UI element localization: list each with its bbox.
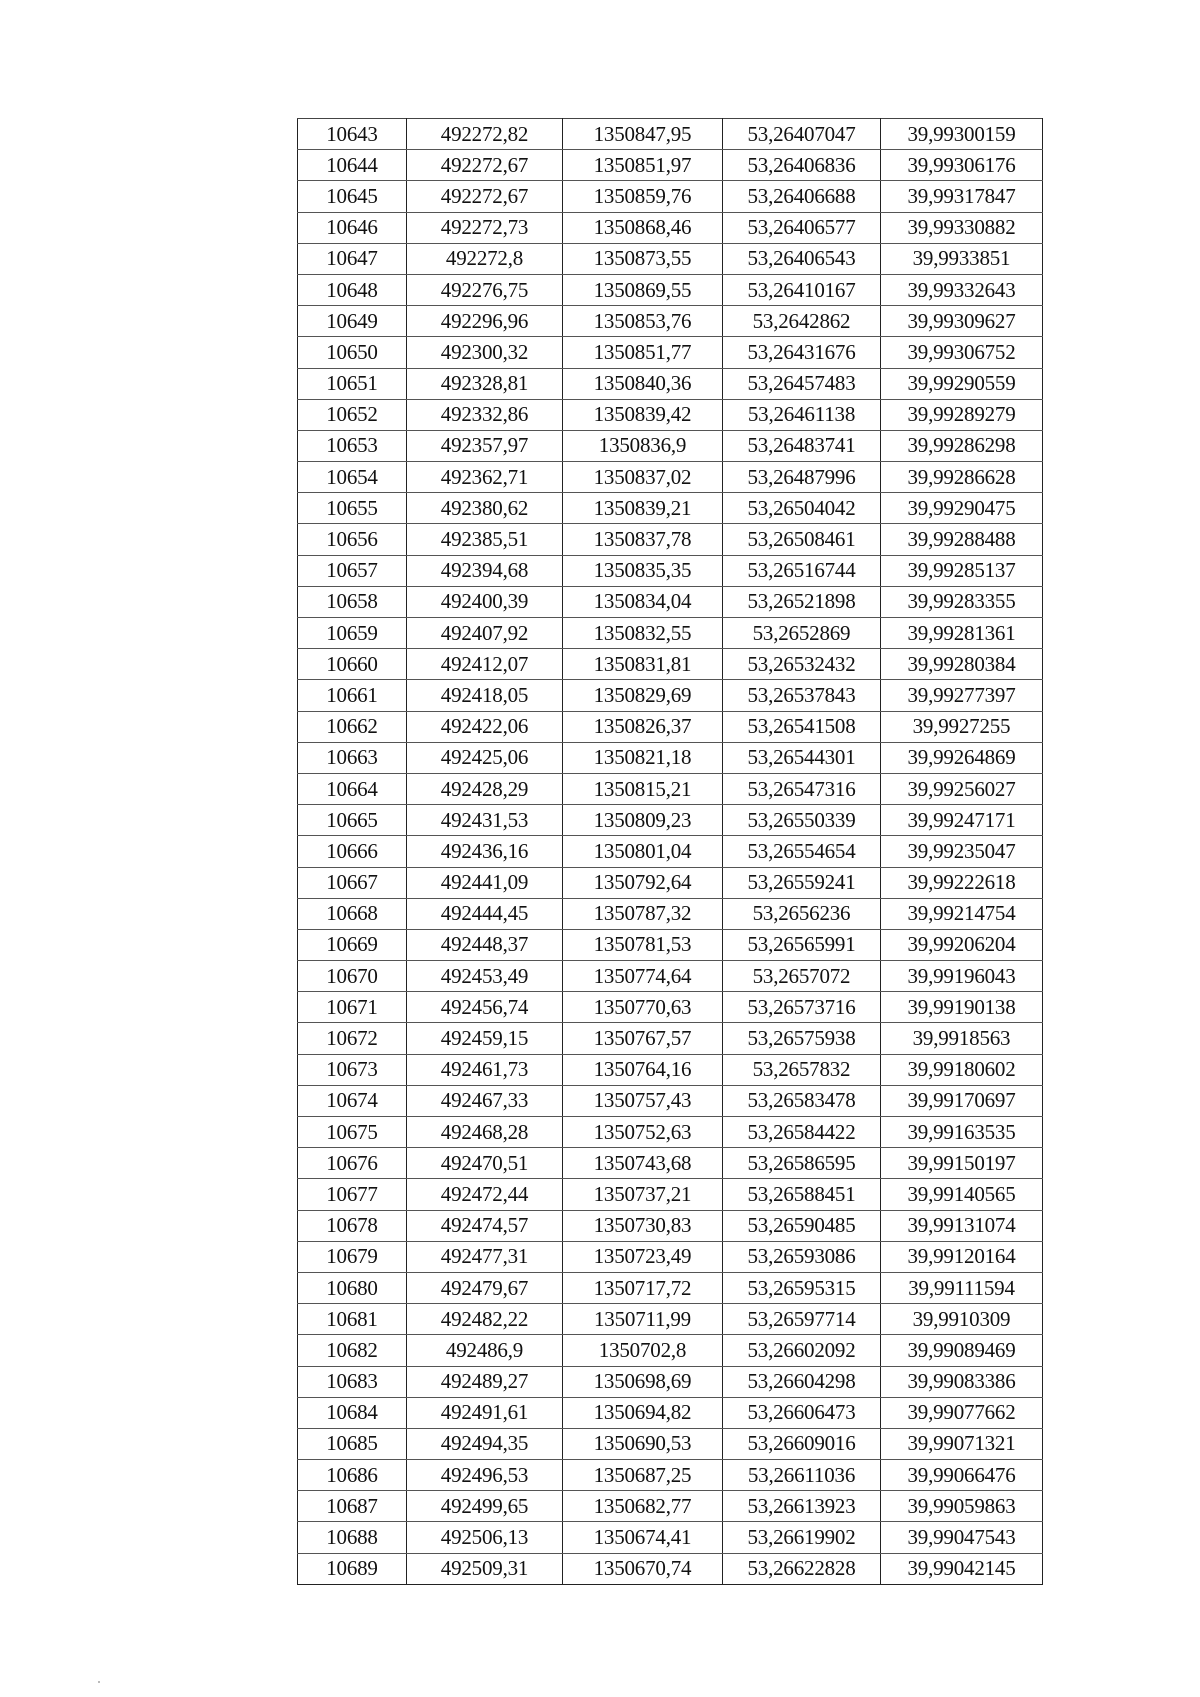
latitude-cell: 53,26537843 (723, 680, 881, 711)
point-number-cell: 10674 (298, 1085, 407, 1116)
x-coordinate-cell: 492425,06 (407, 742, 563, 773)
point-number-cell: 10652 (298, 399, 407, 430)
x-coordinate-cell: 492407,92 (407, 618, 563, 649)
point-number-cell: 10685 (298, 1428, 407, 1459)
point-number-cell: 10647 (298, 243, 407, 274)
latitude-cell: 53,26521898 (723, 586, 881, 617)
x-coordinate-cell: 492431,53 (407, 805, 563, 836)
latitude-cell: 53,26544301 (723, 742, 881, 773)
y-coordinate-cell: 1350809,23 (563, 805, 723, 836)
longitude-cell: 39,9927255 (881, 711, 1043, 742)
y-coordinate-cell: 1350837,02 (563, 462, 723, 493)
latitude-cell: 53,26565991 (723, 929, 881, 960)
latitude-cell: 53,26407047 (723, 119, 881, 150)
point-number-cell: 10678 (298, 1210, 407, 1241)
table-row (298, 742, 1043, 773)
table-row (298, 898, 1043, 929)
y-coordinate-cell: 1350868,46 (563, 212, 723, 243)
longitude-cell: 39,99077662 (881, 1397, 1043, 1428)
latitude-cell: 53,26550339 (723, 805, 881, 836)
x-coordinate-cell: 492394,68 (407, 555, 563, 586)
x-coordinate-cell: 492362,71 (407, 462, 563, 493)
point-number-cell: 10657 (298, 555, 407, 586)
longitude-cell: 39,99235047 (881, 836, 1043, 867)
longitude-cell: 39,9918563 (881, 1023, 1043, 1054)
table-row (298, 337, 1043, 368)
table-row (298, 524, 1043, 555)
longitude-cell: 39,99280384 (881, 649, 1043, 680)
y-coordinate-cell: 1350815,21 (563, 773, 723, 804)
table-row (298, 368, 1043, 399)
x-coordinate-cell: 492272,67 (407, 150, 563, 181)
longitude-cell: 39,99163535 (881, 1117, 1043, 1148)
table-row (298, 212, 1043, 243)
x-coordinate-cell: 492453,49 (407, 961, 563, 992)
latitude-cell: 53,26575938 (723, 1023, 881, 1054)
longitude-cell: 39,99317847 (881, 181, 1043, 212)
latitude-cell: 53,2656236 (723, 898, 881, 929)
longitude-cell: 39,99196043 (881, 961, 1043, 992)
point-number-cell: 10651 (298, 368, 407, 399)
point-number-cell: 10646 (298, 212, 407, 243)
table-row (298, 1117, 1043, 1148)
y-coordinate-cell: 1350853,76 (563, 306, 723, 337)
latitude-cell: 53,26406688 (723, 181, 881, 212)
longitude-cell: 39,99264869 (881, 742, 1043, 773)
coordinates-table (297, 118, 1043, 1585)
table-row (298, 1428, 1043, 1459)
point-number-cell: 10682 (298, 1335, 407, 1366)
longitude-cell: 39,99277397 (881, 680, 1043, 711)
point-number-cell: 10667 (298, 867, 407, 898)
point-number-cell: 10666 (298, 836, 407, 867)
x-coordinate-cell: 492467,33 (407, 1085, 563, 1116)
y-coordinate-cell: 1350687,25 (563, 1460, 723, 1491)
y-coordinate-cell: 1350674,41 (563, 1522, 723, 1553)
latitude-cell: 53,2642862 (723, 306, 881, 337)
latitude-cell: 53,26586595 (723, 1148, 881, 1179)
table-row (298, 929, 1043, 960)
latitude-cell: 53,26559241 (723, 867, 881, 898)
y-coordinate-cell: 1350682,77 (563, 1491, 723, 1522)
longitude-cell: 39,99222618 (881, 867, 1043, 898)
table-row (298, 992, 1043, 1023)
longitude-cell: 39,99283355 (881, 586, 1043, 617)
point-number-cell: 10683 (298, 1366, 407, 1397)
x-coordinate-cell: 492400,39 (407, 586, 563, 617)
y-coordinate-cell: 1350670,74 (563, 1553, 723, 1584)
latitude-cell: 53,26483741 (723, 430, 881, 461)
y-coordinate-cell: 1350702,8 (563, 1335, 723, 1366)
x-coordinate-cell: 492272,73 (407, 212, 563, 243)
longitude-cell: 39,99206204 (881, 929, 1043, 960)
longitude-cell: 39,99170697 (881, 1085, 1043, 1116)
table-row (298, 1148, 1043, 1179)
latitude-cell: 53,26584422 (723, 1117, 881, 1148)
point-number-cell: 10662 (298, 711, 407, 742)
latitude-cell: 53,26487996 (723, 462, 881, 493)
y-coordinate-cell: 1350730,83 (563, 1210, 723, 1241)
table-row (298, 119, 1043, 150)
latitude-cell: 53,26431676 (723, 337, 881, 368)
x-coordinate-cell: 492272,67 (407, 181, 563, 212)
longitude-cell: 39,99150197 (881, 1148, 1043, 1179)
latitude-cell: 53,26532432 (723, 649, 881, 680)
table-row (298, 649, 1043, 680)
x-coordinate-cell: 492482,22 (407, 1304, 563, 1335)
point-number-cell: 10664 (298, 773, 407, 804)
point-number-cell: 10672 (298, 1023, 407, 1054)
x-coordinate-cell: 492296,96 (407, 306, 563, 337)
table-row (298, 961, 1043, 992)
point-number-cell: 10675 (298, 1117, 407, 1148)
table-row (298, 618, 1043, 649)
x-coordinate-cell: 492506,13 (407, 1522, 563, 1553)
latitude-cell: 53,26461138 (723, 399, 881, 430)
y-coordinate-cell: 1350859,76 (563, 181, 723, 212)
point-number-cell: 10644 (298, 150, 407, 181)
table-row (298, 1335, 1043, 1366)
point-number-cell: 10653 (298, 430, 407, 461)
longitude-cell: 39,99332643 (881, 274, 1043, 305)
longitude-cell: 39,99066476 (881, 1460, 1043, 1491)
x-coordinate-cell: 492499,65 (407, 1491, 563, 1522)
y-coordinate-cell: 1350839,42 (563, 399, 723, 430)
latitude-cell: 53,26588451 (723, 1179, 881, 1210)
table-row (298, 1210, 1043, 1241)
longitude-cell: 39,99309627 (881, 306, 1043, 337)
longitude-cell: 39,99083386 (881, 1366, 1043, 1397)
latitude-cell: 53,26583478 (723, 1085, 881, 1116)
latitude-cell: 53,26410167 (723, 274, 881, 305)
y-coordinate-cell: 1350770,63 (563, 992, 723, 1023)
point-number-cell: 10665 (298, 805, 407, 836)
table-row (298, 555, 1043, 586)
longitude-cell: 39,99330882 (881, 212, 1043, 243)
longitude-cell: 39,99059863 (881, 1491, 1043, 1522)
longitude-cell: 39,99290475 (881, 493, 1043, 524)
x-coordinate-cell: 492328,81 (407, 368, 563, 399)
latitude-cell: 53,26613923 (723, 1491, 881, 1522)
latitude-cell: 53,26573716 (723, 992, 881, 1023)
table-row (298, 773, 1043, 804)
table-row (298, 711, 1043, 742)
point-number-cell: 10661 (298, 680, 407, 711)
table-row (298, 462, 1043, 493)
table-row (298, 1023, 1043, 1054)
longitude-cell: 39,99071321 (881, 1428, 1043, 1459)
x-coordinate-cell: 492474,57 (407, 1210, 563, 1241)
table-row (298, 181, 1043, 212)
x-coordinate-cell: 492489,27 (407, 1366, 563, 1397)
table-row (298, 1491, 1043, 1522)
point-number-cell: 10659 (298, 618, 407, 649)
latitude-cell: 53,26602092 (723, 1335, 881, 1366)
longitude-cell: 39,99290559 (881, 368, 1043, 399)
x-coordinate-cell: 492412,07 (407, 649, 563, 680)
point-number-cell: 10684 (298, 1397, 407, 1428)
latitude-cell: 53,26619902 (723, 1522, 881, 1553)
table-row (298, 493, 1043, 524)
longitude-cell: 39,99286628 (881, 462, 1043, 493)
longitude-cell: 39,99281361 (881, 618, 1043, 649)
latitude-cell: 53,2652869 (723, 618, 881, 649)
y-coordinate-cell: 1350717,72 (563, 1272, 723, 1303)
point-number-cell: 10688 (298, 1522, 407, 1553)
x-coordinate-cell: 492385,51 (407, 524, 563, 555)
x-coordinate-cell: 492509,31 (407, 1553, 563, 1584)
latitude-cell: 53,26504042 (723, 493, 881, 524)
longitude-cell: 39,99214754 (881, 898, 1043, 929)
x-coordinate-cell: 492428,29 (407, 773, 563, 804)
y-coordinate-cell: 1350851,77 (563, 337, 723, 368)
table-row (298, 1522, 1043, 1553)
x-coordinate-cell: 492272,82 (407, 119, 563, 150)
longitude-cell: 39,99306752 (881, 337, 1043, 368)
y-coordinate-cell: 1350832,55 (563, 618, 723, 649)
longitude-cell: 39,9910309 (881, 1304, 1043, 1335)
point-number-cell: 10686 (298, 1460, 407, 1491)
table-row (298, 1397, 1043, 1428)
y-coordinate-cell: 1350837,78 (563, 524, 723, 555)
longitude-cell: 39,9933851 (881, 243, 1043, 274)
point-number-cell: 10679 (298, 1241, 407, 1272)
point-number-cell: 10669 (298, 929, 407, 960)
latitude-cell: 53,26611036 (723, 1460, 881, 1491)
point-number-cell: 10689 (298, 1553, 407, 1584)
longitude-cell: 39,99256027 (881, 773, 1043, 804)
latitude-cell: 53,26547316 (723, 773, 881, 804)
longitude-cell: 39,99120164 (881, 1241, 1043, 1272)
point-number-cell: 10681 (298, 1304, 407, 1335)
x-coordinate-cell: 492276,75 (407, 274, 563, 305)
point-number-cell: 10654 (298, 462, 407, 493)
table-row (298, 1553, 1043, 1584)
latitude-cell: 53,26609016 (723, 1428, 881, 1459)
latitude-cell: 53,26406836 (723, 150, 881, 181)
x-coordinate-cell: 492357,97 (407, 430, 563, 461)
latitude-cell: 53,26622828 (723, 1553, 881, 1584)
y-coordinate-cell: 1350694,82 (563, 1397, 723, 1428)
y-coordinate-cell: 1350752,63 (563, 1117, 723, 1148)
table-row (298, 243, 1043, 274)
y-coordinate-cell: 1350801,04 (563, 836, 723, 867)
longitude-cell: 39,99306176 (881, 150, 1043, 181)
y-coordinate-cell: 1350840,36 (563, 368, 723, 399)
coordinates-table-body (298, 119, 1043, 1585)
point-number-cell: 10676 (298, 1148, 407, 1179)
longitude-cell: 39,99180602 (881, 1054, 1043, 1085)
y-coordinate-cell: 1350839,21 (563, 493, 723, 524)
longitude-cell: 39,99289279 (881, 399, 1043, 430)
latitude-cell: 53,26406543 (723, 243, 881, 274)
point-number-cell: 10687 (298, 1491, 407, 1522)
x-coordinate-cell: 492272,8 (407, 243, 563, 274)
x-coordinate-cell: 492479,67 (407, 1272, 563, 1303)
x-coordinate-cell: 492436,16 (407, 836, 563, 867)
point-number-cell: 10663 (298, 742, 407, 773)
y-coordinate-cell: 1350829,69 (563, 680, 723, 711)
table-row (298, 1304, 1043, 1335)
x-coordinate-cell: 492472,44 (407, 1179, 563, 1210)
y-coordinate-cell: 1350836,9 (563, 430, 723, 461)
point-number-cell: 10645 (298, 181, 407, 212)
x-coordinate-cell: 492477,31 (407, 1241, 563, 1272)
point-number-cell: 10655 (298, 493, 407, 524)
x-coordinate-cell: 492441,09 (407, 867, 563, 898)
latitude-cell: 53,2657072 (723, 961, 881, 992)
y-coordinate-cell: 1350835,35 (563, 555, 723, 586)
table-row (298, 399, 1043, 430)
y-coordinate-cell: 1350711,99 (563, 1304, 723, 1335)
table-row (298, 1460, 1043, 1491)
table-row (298, 836, 1043, 867)
longitude-cell: 39,99300159 (881, 119, 1043, 150)
y-coordinate-cell: 1350831,81 (563, 649, 723, 680)
table-row (298, 1272, 1043, 1303)
point-number-cell: 10660 (298, 649, 407, 680)
x-coordinate-cell: 492444,45 (407, 898, 563, 929)
longitude-cell: 39,99047543 (881, 1522, 1043, 1553)
point-number-cell: 10656 (298, 524, 407, 555)
table-row (298, 1085, 1043, 1116)
longitude-cell: 39,99131074 (881, 1210, 1043, 1241)
longitude-cell: 39,99042145 (881, 1553, 1043, 1584)
y-coordinate-cell: 1350781,53 (563, 929, 723, 960)
y-coordinate-cell: 1350869,55 (563, 274, 723, 305)
table-row (298, 586, 1043, 617)
y-coordinate-cell: 1350737,21 (563, 1179, 723, 1210)
latitude-cell: 53,26604298 (723, 1366, 881, 1397)
latitude-cell: 53,26593086 (723, 1241, 881, 1272)
latitude-cell: 53,2657832 (723, 1054, 881, 1085)
longitude-cell: 39,99111594 (881, 1272, 1043, 1303)
table-row (298, 274, 1043, 305)
table-row (298, 430, 1043, 461)
point-number-cell: 10648 (298, 274, 407, 305)
table-row (298, 805, 1043, 836)
latitude-cell: 53,26590485 (723, 1210, 881, 1241)
x-coordinate-cell: 492300,32 (407, 337, 563, 368)
y-coordinate-cell: 1350774,64 (563, 961, 723, 992)
longitude-cell: 39,99190138 (881, 992, 1043, 1023)
x-coordinate-cell: 492456,74 (407, 992, 563, 1023)
table-row (298, 1241, 1043, 1272)
x-coordinate-cell: 492459,15 (407, 1023, 563, 1054)
x-coordinate-cell: 492461,73 (407, 1054, 563, 1085)
latitude-cell: 53,26606473 (723, 1397, 881, 1428)
y-coordinate-cell: 1350698,69 (563, 1366, 723, 1397)
point-number-cell: 10680 (298, 1272, 407, 1303)
x-coordinate-cell: 492496,53 (407, 1460, 563, 1491)
y-coordinate-cell: 1350757,43 (563, 1085, 723, 1116)
latitude-cell: 53,26554654 (723, 836, 881, 867)
table-row (298, 306, 1043, 337)
y-coordinate-cell: 1350847,95 (563, 119, 723, 150)
table-row (298, 1179, 1043, 1210)
latitude-cell: 53,26516744 (723, 555, 881, 586)
point-number-cell: 10643 (298, 119, 407, 150)
x-coordinate-cell: 492422,06 (407, 711, 563, 742)
longitude-cell: 39,99089469 (881, 1335, 1043, 1366)
point-number-cell: 10668 (298, 898, 407, 929)
latitude-cell: 53,26597714 (723, 1304, 881, 1335)
y-coordinate-cell: 1350873,55 (563, 243, 723, 274)
point-number-cell: 10650 (298, 337, 407, 368)
longitude-cell: 39,99247171 (881, 805, 1043, 836)
table-row (298, 680, 1043, 711)
longitude-cell: 39,99140565 (881, 1179, 1043, 1210)
point-number-cell: 10671 (298, 992, 407, 1023)
x-coordinate-cell: 492418,05 (407, 680, 563, 711)
latitude-cell: 53,26406577 (723, 212, 881, 243)
table-row (298, 1054, 1043, 1085)
y-coordinate-cell: 1350723,49 (563, 1241, 723, 1272)
point-number-cell: 10670 (298, 961, 407, 992)
table-row (298, 1366, 1043, 1397)
y-coordinate-cell: 1350743,68 (563, 1148, 723, 1179)
table-row (298, 867, 1043, 898)
latitude-cell: 53,26595315 (723, 1272, 881, 1303)
y-coordinate-cell: 1350792,64 (563, 867, 723, 898)
y-coordinate-cell: 1350764,16 (563, 1054, 723, 1085)
y-coordinate-cell: 1350767,57 (563, 1023, 723, 1054)
x-coordinate-cell: 492494,35 (407, 1428, 563, 1459)
x-coordinate-cell: 492470,51 (407, 1148, 563, 1179)
y-coordinate-cell: 1350821,18 (563, 742, 723, 773)
x-coordinate-cell: 492448,37 (407, 929, 563, 960)
y-coordinate-cell: 1350851,97 (563, 150, 723, 181)
longitude-cell: 39,99288488 (881, 524, 1043, 555)
x-coordinate-cell: 492380,62 (407, 493, 563, 524)
x-coordinate-cell: 492486,9 (407, 1335, 563, 1366)
table-row (298, 150, 1043, 181)
y-coordinate-cell: 1350690,53 (563, 1428, 723, 1459)
longitude-cell: 39,99286298 (881, 430, 1043, 461)
latitude-cell: 53,26457483 (723, 368, 881, 399)
x-coordinate-cell: 492491,61 (407, 1397, 563, 1428)
latitude-cell: 53,26541508 (723, 711, 881, 742)
point-number-cell: 10649 (298, 306, 407, 337)
point-number-cell: 10658 (298, 586, 407, 617)
latitude-cell: 53,26508461 (723, 524, 881, 555)
x-coordinate-cell: 492468,28 (407, 1117, 563, 1148)
y-coordinate-cell: 1350834,04 (563, 586, 723, 617)
point-number-cell: 10677 (298, 1179, 407, 1210)
point-number-cell: 10673 (298, 1054, 407, 1085)
y-coordinate-cell: 1350826,37 (563, 711, 723, 742)
x-coordinate-cell: 492332,86 (407, 399, 563, 430)
scan-speck (98, 1681, 100, 1683)
longitude-cell: 39,99285137 (881, 555, 1043, 586)
y-coordinate-cell: 1350787,32 (563, 898, 723, 929)
